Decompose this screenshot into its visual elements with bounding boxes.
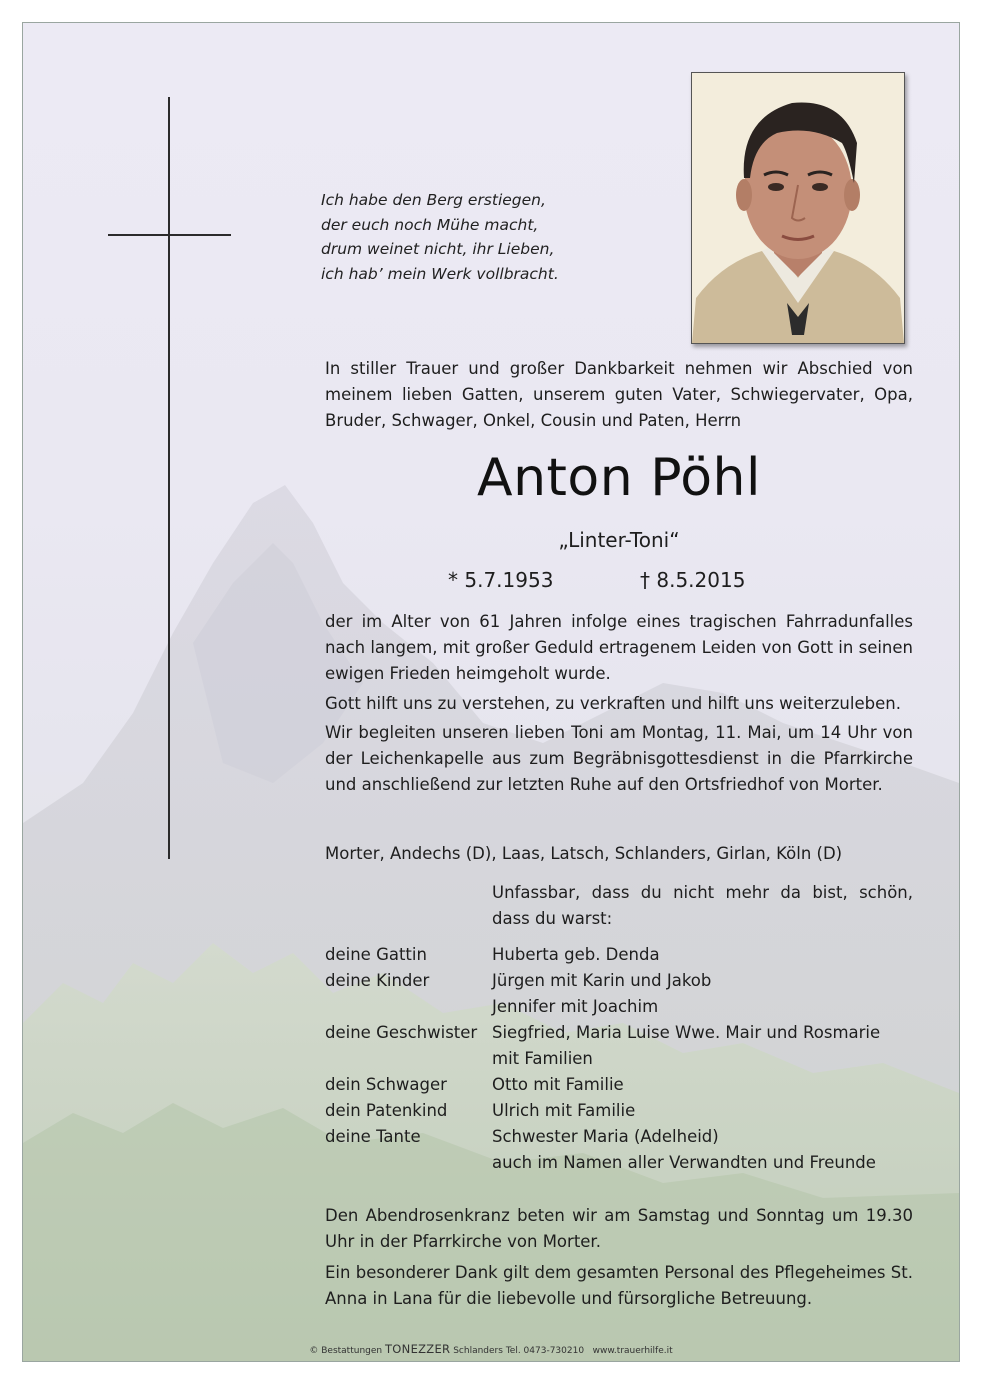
farewell-text: Unfassbar, dass du nicht mehr da bist, schön, dass du warst: — [492, 883, 913, 928]
poem-line: der euch noch Mühe macht, — [321, 215, 539, 234]
relative-names: auch im Namen aller Verwandten und Freunde — [492, 1153, 876, 1172]
deceased-name: Anton Pöhl — [477, 448, 761, 508]
poem-line: ich hab’ mein Werk vollbracht. — [321, 264, 559, 283]
memorial-poem — [321, 188, 621, 286]
poem-line: Ich habe den Berg erstiegen, — [321, 191, 546, 209]
relative-names: mit Familien — [492, 1049, 593, 1068]
faith-paragraph: Gott hilft uns zu verstehen, zu verkraften und hilft uns weiterzuleben. — [325, 694, 901, 713]
relative-row — [325, 1127, 925, 1153]
relative-label: deine Geschwister — [325, 1023, 478, 1042]
relative-label: deine Tante — [325, 1127, 421, 1146]
death-date: † 8.5.2015 — [640, 568, 746, 592]
footer-phone: Tel. 0473-730210 — [505, 1346, 585, 1356]
relative-row — [325, 1049, 925, 1075]
intro-text: In stiller Trauer und großer Dankbarkeit nehmen wir Abschied von meinem lieben Gatten, unserem guten Vater, Schwiegervater, Opa, Bruder, Schwager, Onkel, Cousin und Paten, Herrn — [325, 359, 913, 430]
relative-row — [325, 1101, 925, 1127]
cross-vertical-bar — [168, 97, 170, 859]
relative-row — [325, 997, 925, 1023]
places-line: Morter, Andechs (D), Laas, Latsch, Schlanders, Girlan, Köln (D) — [325, 844, 843, 863]
passing-paragraph: der im Alter von 61 Jahren infolge eines tragischen Fahrradunfalles nach langem, mit großer Geduld ertragenem Leiden von Gott in seinen ewigen Frieden heimgeholt wurde. — [325, 612, 913, 683]
relative-names: Jürgen mit Karin und Jakob — [492, 971, 712, 990]
portrait-photo — [691, 72, 905, 344]
relative-row — [325, 1075, 925, 1101]
footer-prefix: © Bestattungen — [309, 1346, 383, 1356]
relative-label: dein Schwager — [325, 1075, 447, 1094]
relative-row — [325, 1023, 925, 1049]
relative-names: Siegfried, Maria Luise Wwe. Mair und Rosmarie — [492, 1023, 881, 1042]
relative-names: Schwester Maria (Adelheid) — [492, 1127, 719, 1146]
relative-names: Otto mit Familie — [492, 1075, 624, 1094]
relative-names: Huberta geb. Denda — [492, 945, 660, 964]
relative-label: deine Gattin — [325, 945, 427, 964]
footer-brand: TONEZZER — [384, 1342, 451, 1356]
relative-label: deine Kinder — [325, 971, 430, 990]
funeral-paragraph: Wir begleiten unseren lieben Toni am Montag, 11. Mai, um 14 Uhr von der Leichenkapelle aus zum Begräbnisgottesdienst in die Pfarrkirche und anschließend zur letzten Ruhe auf den Ortsfriedhof von Morter. — [325, 723, 913, 794]
relative-row — [325, 945, 925, 971]
birth-date: * 5.7.1953 — [448, 568, 554, 592]
funeral-home-footer — [23, 1342, 959, 1356]
footer-place: Schlanders — [453, 1346, 503, 1356]
relative-row — [325, 1153, 925, 1179]
relative-label: dein Patenkind — [325, 1101, 448, 1120]
footer-website[interactable]: www.trauerhilfe.it — [592, 1346, 673, 1356]
poem-line: drum weinet nicht, ihr Lieben, — [321, 240, 555, 258]
cross-horizontal-bar — [108, 234, 231, 236]
obituary-page — [22, 22, 960, 1362]
relative-names: Ulrich mit Familie — [492, 1101, 636, 1120]
rosary-paragraph: Den Abendrosenkranz beten wir am Samstag und Sonntag um 19.30 Uhr in der Pfarrkirche von Morter. — [325, 1206, 913, 1251]
relative-names: Jennifer mit Joachim — [492, 997, 659, 1016]
deceased-nickname: „Linter-Toni“ — [558, 528, 680, 552]
thanks-paragraph: Ein besonderer Dank gilt dem gesamten Personal des Pflegeheimes St. Anna in Lana für die liebevolle und fürsorgliche Betreuung. — [325, 1263, 913, 1308]
relative-row — [325, 971, 925, 997]
